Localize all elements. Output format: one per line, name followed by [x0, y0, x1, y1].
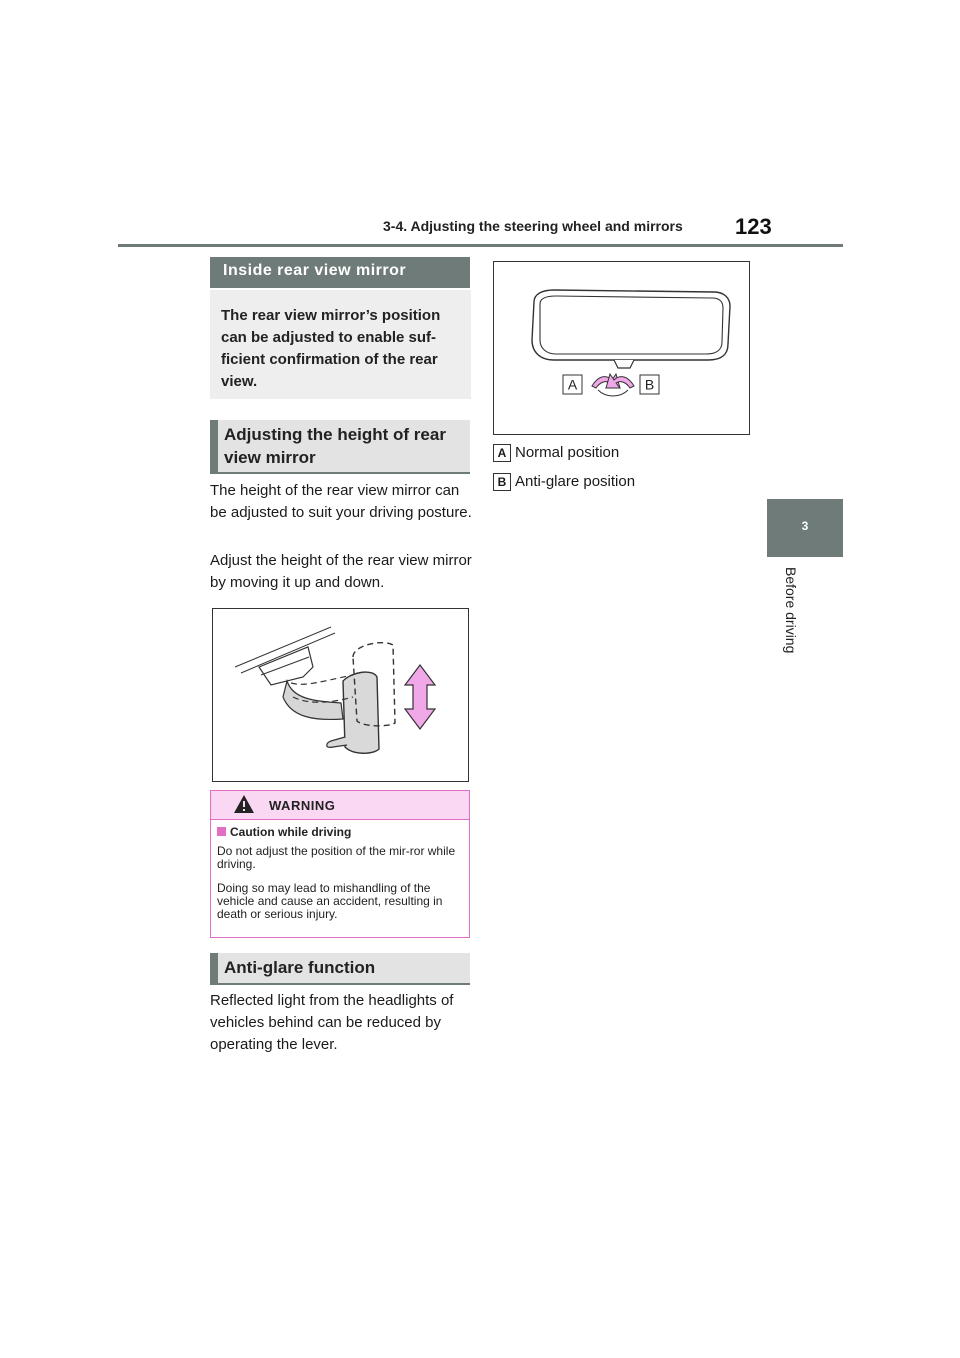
chapter-number: 3: [801, 519, 809, 533]
intro-text: The rear view mirror’s position can be adjusted to enable suf-ficient confirmation of the rear view.: [210, 290, 471, 399]
anti-glare-illustration: [494, 262, 749, 434]
warning-title: WARNING: [269, 798, 336, 813]
legend-key-a: A: [493, 444, 511, 462]
warning-icon: [233, 794, 255, 814]
bullet-square-icon: [217, 827, 226, 836]
adjust-paragraph-2: Adjust the height of the rear view mirror by moving it up and down.: [210, 552, 472, 591]
warning-paragraph-1: Do not adjust the position of the mir-ror while driving.: [217, 844, 456, 871]
adjust-paragraph-1: The height of the rear view mirror can be adjusted to suit your driving posture.: [210, 482, 472, 521]
warning-box: [210, 790, 470, 938]
warning-paragraph-2: Doing so may lead to mishandling of the vehicle and cause an accident, resulting in death or serious injury.: [217, 881, 443, 921]
header-rule: [118, 244, 843, 247]
mirror-height-figure: [212, 608, 469, 782]
chapter-label: Before driving: [783, 567, 799, 654]
anti-glare-figure: [493, 261, 750, 435]
figure-label-a: A: [567, 376, 578, 393]
warning-subheading: [217, 825, 351, 839]
section-header: 3-4. Adjusting the steering wheel and mirrors: [383, 218, 683, 234]
page-number: 123: [735, 214, 772, 239]
section-title: Inside rear view mirror: [210, 257, 470, 288]
warning-subheading-text: Caution while driving: [230, 825, 352, 839]
chapter-tab: [767, 499, 843, 557]
chapter-label-container: [783, 567, 803, 667]
legend-key-b: B: [493, 473, 511, 491]
anti-glare-heading: Anti-glare function: [210, 953, 470, 985]
mirror-height-illustration: [213, 609, 468, 781]
legend-text-anti-glare: Anti-glare position: [515, 473, 636, 490]
warning-header: [211, 791, 469, 820]
adjust-heading: Adjusting the height of rear view mirror: [210, 420, 470, 474]
legend-text-normal: Normal position: [515, 444, 620, 461]
figure-label-b: B: [644, 376, 655, 393]
anti-glare-paragraph: Reflected light from the headlights of vehicles behind can be reduced by operating the lever.: [210, 992, 454, 1053]
